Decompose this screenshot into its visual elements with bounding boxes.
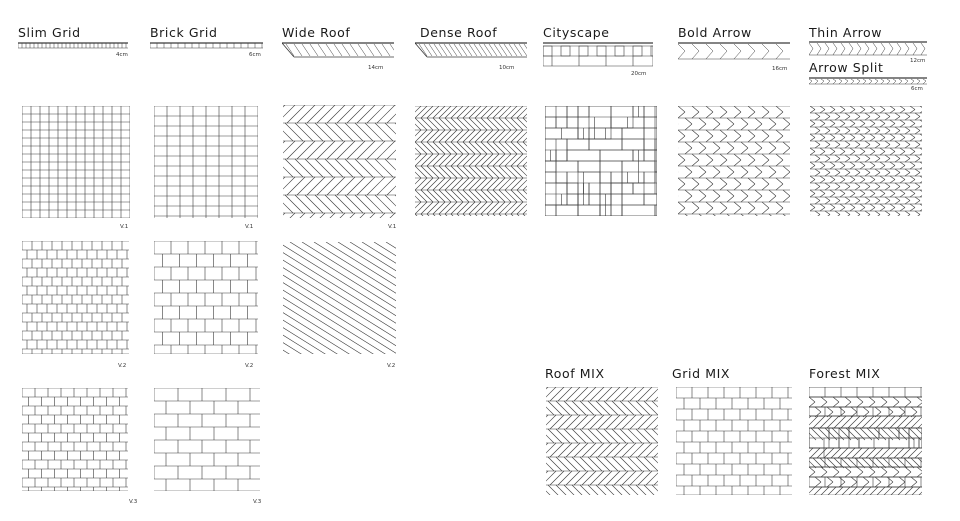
brick-grid-strip	[150, 42, 263, 50]
slim-grid-strip	[18, 42, 128, 50]
thin-arrow-tile	[810, 106, 922, 216]
wide-roof-size: 14cm	[368, 65, 384, 71]
slim-grid-v1-tile	[22, 106, 130, 218]
forest-mix-tile	[809, 387, 922, 495]
brick-grid-title: Brick Grid	[150, 25, 218, 40]
wide-roof-v2-label: V.2	[387, 363, 396, 369]
bold-arrow-title: Bold Arrow	[678, 25, 752, 40]
wide-roof-v2-tile	[283, 242, 396, 354]
dense-roof-tile	[415, 106, 527, 216]
arrow-split-title: Arrow Split	[809, 60, 884, 75]
arrow-split-strip	[809, 77, 927, 85]
roof-mix-title: Roof MIX	[545, 366, 605, 381]
brick-grid-v1-tile	[154, 106, 258, 218]
roof-mix-tile	[546, 387, 658, 495]
wide-roof-v1-tile	[283, 105, 396, 218]
slim-grid-v2-label: V.2	[118, 363, 127, 369]
brick-grid-v3-label: V.3	[253, 499, 262, 505]
grid-mix-tile	[676, 387, 792, 495]
cityscape-size: 20cm	[631, 71, 647, 77]
slim-grid-v3-label: V.3	[129, 499, 138, 505]
grid-mix-title: Grid MIX	[672, 366, 731, 381]
wide-roof-title: Wide Roof	[282, 25, 351, 40]
bold-arrow-size: 16cm	[772, 66, 788, 72]
dense-roof-title: Dense Roof	[420, 25, 498, 40]
brick-grid-size: 6cm	[249, 52, 261, 58]
slim-grid-title: Slim Grid	[18, 25, 81, 40]
cityscape-title: Cityscape	[543, 25, 610, 40]
arrow-split-size: 6cm	[911, 86, 923, 92]
dense-roof-size: 10cm	[499, 65, 515, 71]
slim-grid-v3-tile	[22, 388, 128, 491]
slim-grid-v2-tile	[22, 241, 129, 354]
thin-arrow-size: 12cm	[910, 58, 926, 64]
brick-grid-v2-tile	[154, 241, 258, 354]
dense-roof-strip	[415, 42, 527, 58]
bold-arrow-tile	[678, 106, 790, 216]
wide-roof-v1-label: V.1	[388, 224, 397, 230]
thin-arrow-title: Thin Arrow	[809, 25, 883, 40]
brick-grid-v1-label: V.1	[245, 224, 254, 230]
cityscape-strip	[543, 42, 653, 67]
slim-grid-v1-label: V.1	[120, 224, 129, 230]
bold-arrow-strip	[678, 42, 790, 60]
wide-roof-strip	[282, 42, 394, 58]
brick-grid-v2-label: V.2	[245, 363, 254, 369]
slim-grid-size: 4cm	[116, 52, 128, 58]
brick-grid-v3-tile	[154, 388, 260, 491]
forest-mix-title: Forest MIX	[809, 366, 881, 381]
cityscape-tile	[545, 106, 657, 216]
thin-arrow-strip	[809, 41, 927, 56]
